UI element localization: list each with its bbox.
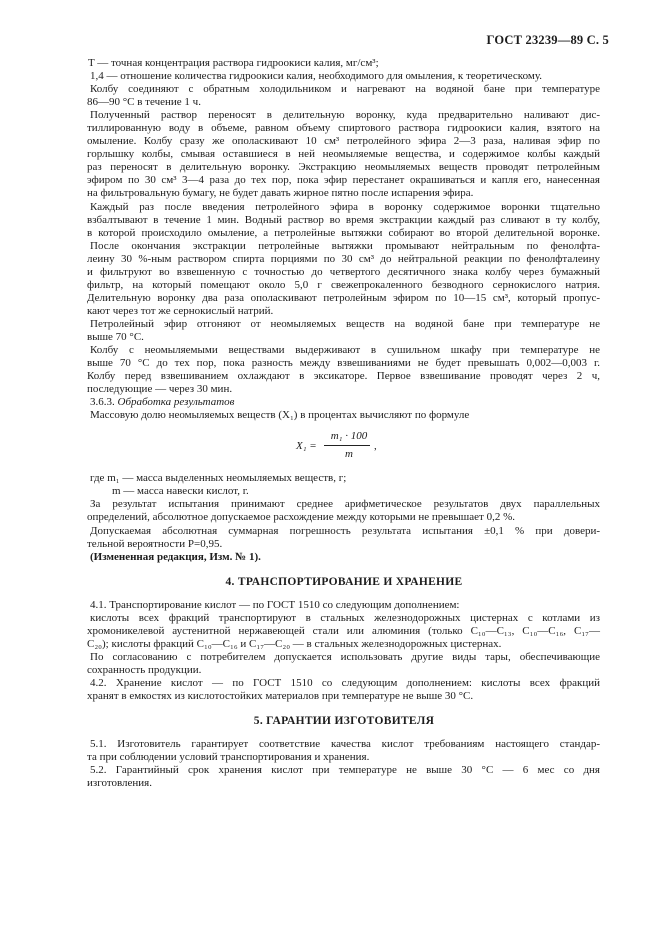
text-line: хранят в емкостях из кислотостойких материалов при температуре не выше 30 °С. <box>87 690 474 703</box>
text-line: тиллированную воду в объеме, равном объему спиртового раствора гидроокиси калия, взятого на <box>87 122 600 135</box>
section-5-heading: 5. ГАРАНТИИ ИЗГОТОВИТЕЛЯ <box>253 715 435 728</box>
text-line: изготовления. <box>87 777 152 790</box>
text-line: Петролейный эфир отгоняют от неомыляемых веществ на водяной бане при температуре не <box>90 317 600 330</box>
text-line: в которой происходило омыление, а петролейные вытяжки собирают во второй делительной воронке. <box>87 226 600 239</box>
text-line: 4.2. Хранение кислот — по ГОСТ 1510 со следующим дополнением: кислоты всех фракций <box>90 676 600 689</box>
subsection-number: 3.6.3. <box>90 396 115 409</box>
text-line: Массовую долю неомыляемых веществ (X₁) в процентах вычисляют по формуле <box>90 409 470 422</box>
text-line: выше 70 °С до тех пор, пока разность между взвешиваниями не будет превышать 0,002—0,003 г. <box>87 357 600 370</box>
subsection-heading <box>88 396 600 409</box>
text-line: По согласованию с потребителем допускается использовать другие виды тары, обеспечивающие <box>90 650 600 663</box>
formula <box>88 428 600 468</box>
text-line: хромоникелевой аустенитной нержавеющей стали или алюминия (только С₁₀—С₁₃, С₁₀—С₁₆, С₁₇— <box>87 624 600 637</box>
text-line: та при соблюдении условий транспортирования и хранения. <box>87 751 370 764</box>
formula-denominator: m <box>345 448 353 461</box>
text-line: тельной вероятности P=0,95. <box>87 537 223 550</box>
formula-numerator: m₁ · 100 <box>330 430 368 443</box>
text-line: Делительную воронку два раза ополаскивают петролейным эфиром по 10—15 см³, который пропус- <box>87 291 600 304</box>
running-header: ГОСТ 23239—89 С. 5 <box>486 33 609 47</box>
text-line: выше 70 °С. <box>87 330 144 343</box>
text-line: последующие — через 30 мин. <box>87 383 233 396</box>
text-line: раз переносят в делительную воронку. Экстракцию неомыляемых веществ проводят петролейным <box>87 161 600 174</box>
text-line: T — точная концентрация раствора гидроокиси калия, мг/см³; <box>88 57 379 69</box>
text-line: 5.2. Гарантийный срок хранения кислот при температуре не выше 30 °С — 6 мес со дня <box>90 764 600 777</box>
text-line: Колбу перед взвешиванием охлаждают в эксикаторе. Первое взвешивание проводят через 2 ч, <box>87 370 600 383</box>
text-line: взбалтывают в течение 1 мин. Водный раствор во время экстракции каждый раз сливают в ту колбу, <box>87 213 600 226</box>
text-line: где m₁ — масса выделенных неомыляемых веществ, г; <box>90 472 347 485</box>
text-line: 1,4 — отношение количества гидроокиси калия, необходимого для омыления, к теоретическому. <box>90 70 542 83</box>
text-line: горлышку колбы, смывая оставшиеся в ней неомыляемые вещества, и содержимое колбы каждый <box>87 148 600 161</box>
text-line: Колбу соединяют с обратным холодильником и нагревают на водяной бане при температуре <box>90 83 600 96</box>
document-body <box>88 57 600 790</box>
formula-lhs: X₁ = <box>296 440 317 453</box>
text-line: С₂₀); кислоты фракций С₁₀—С₁₆ и С₁₇—С₂₀ — в стальных железнодорожных цистернах. <box>87 637 502 650</box>
amendment-note: (Измененная редакция, Изм. № 1). <box>90 550 261 563</box>
text-line: омыление. Колбу сразу же ополаскивают 10 см³ петролейного эфира 2—3 раза, наливая эфир по <box>87 135 600 148</box>
text-line: сохранность продукции. <box>87 663 202 676</box>
text-line: определений, абсолютное допускаемое расхождение между которыми не превышает 0,2 %. <box>87 511 515 524</box>
text-line: на фильтровальную бумагу, не будет давать жирное пятно после испарения эфира. <box>87 187 474 200</box>
formula-comma: , <box>374 440 377 453</box>
text-line: леину 30 %-ным раствором спирта порциями по 30 см³ до нейтральной реакции по фенолфталеину <box>87 252 600 265</box>
text-line: 4.1. Транспортирование кислот — по ГОСТ 1510 со следующим дополнением: <box>90 598 460 611</box>
text-line: После окончания экстракции петролейные вытяжки промывают нейтральным по фенолфта- <box>90 239 600 252</box>
text-line: Каждый раз после введения петролейного эфира в воронку содержимое воронки тщательно <box>90 200 600 213</box>
text-line: эфиром по 30 см³ 3—4 раза до тех пор, пока эфир перестанет окрашиваться и капля его, нанесенная <box>87 174 600 187</box>
section-4-heading: 4. ТРАНСПОРТИРОВАНИЕ И ХРАНЕНИЕ <box>225 575 463 588</box>
text-line: Колбу с неомыляемыми веществами выдерживают в сушильном шкафу при температуре не <box>90 344 600 357</box>
text-line: и фильтруют во взвешенную с точностью до четвертого десятичного знака колбу через бумажный <box>87 265 600 278</box>
text-line: 5.1. Изготовитель гарантирует соответствие качества кислот требованиям настоящего стандар- <box>90 738 600 751</box>
text-line: 86—90 °С в течение 1 ч. <box>87 96 201 109</box>
text-line: За результат испытания принимают среднее арифметическое результатов двух параллельных <box>90 498 600 511</box>
fraction-bar <box>324 445 370 446</box>
text-line: кислоты всех фракций транспортируют в стальных железнодорожных цистернах с котлами из <box>90 611 600 624</box>
text-line: кают через тот же сернокислый натрий. <box>87 304 274 317</box>
text-line: фильтр, на который помещают около 5,0 г свежепрокаленного безводного сернокислого натрия. <box>87 278 600 291</box>
text-line: m — масса навески кислот, г. <box>112 485 249 498</box>
text-line: Полученный раствор переносят в делительную воронку, куда предварительно наливают дис- <box>90 109 600 122</box>
subsection-title: Обработка результатов <box>117 396 235 409</box>
text-line: Допускаемая абсолютная суммарная погрешность результата испытания ±0,1 % при довери- <box>90 524 600 537</box>
